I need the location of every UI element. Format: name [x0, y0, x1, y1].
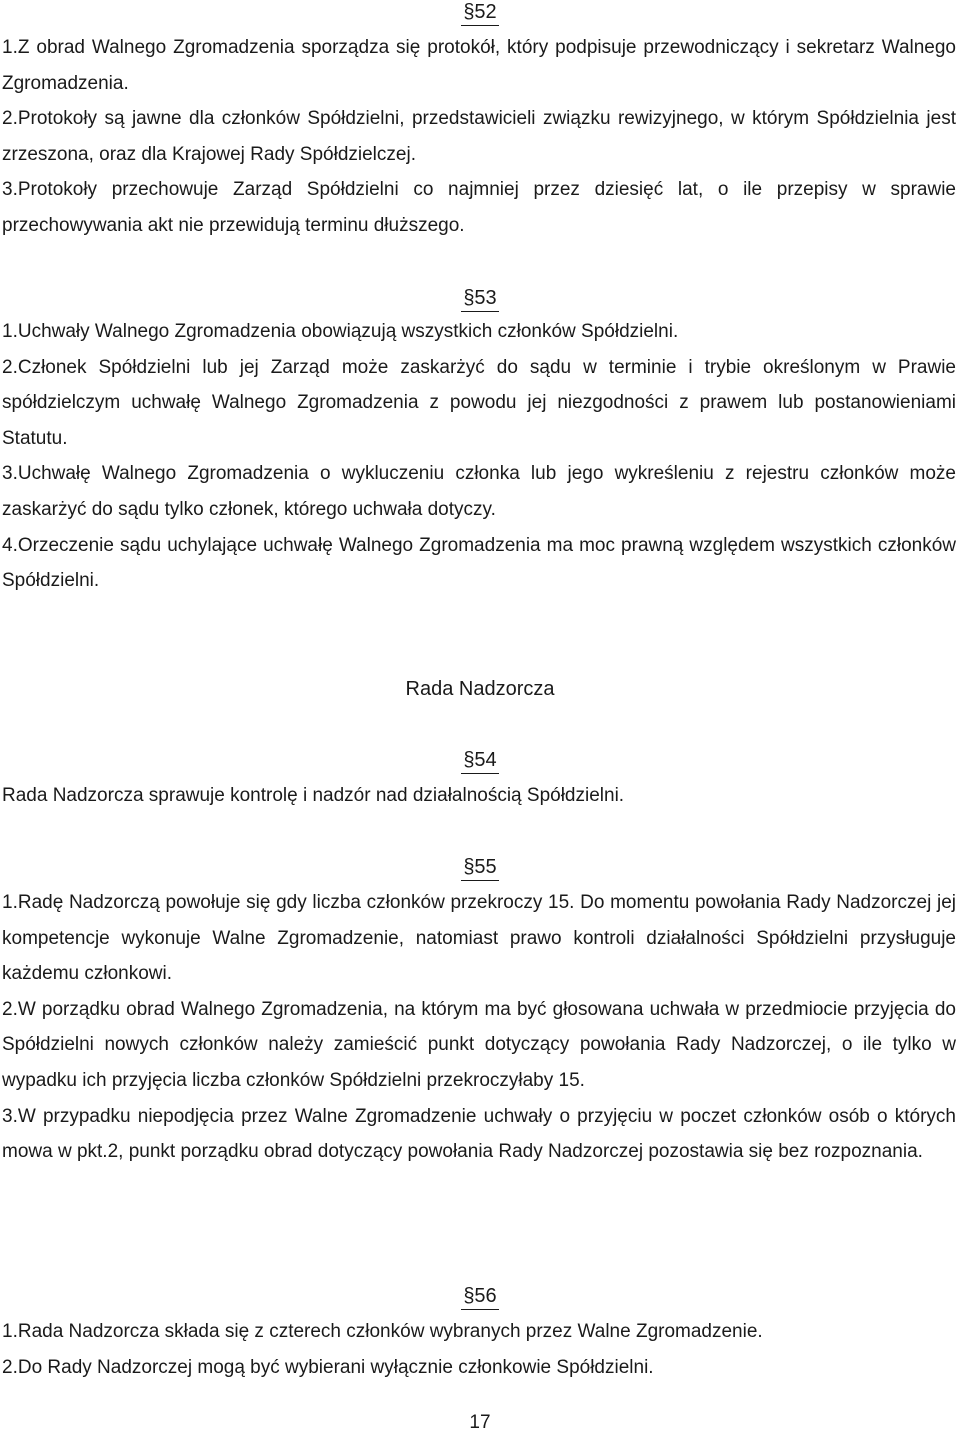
paragraph: 3.W przypadku niepodjęcia przez Walne Zgromadzenie uchwały o przyjęciu w poczet członków osób o których mowa w pkt.2, punkt porządku obrad dotyczący powołania Rady Nadzorczej pozostawia się bez rozpoznania. — [2, 1105, 956, 1163]
chapter-title: Rada Nadzorcza — [405, 678, 555, 700]
section-heading-56 — [0, 1284, 960, 1310]
section-number: §56 — [461, 1284, 498, 1310]
section-number: §53 — [461, 286, 498, 312]
section-heading-53 — [0, 286, 960, 312]
section-heading-54 — [0, 748, 960, 774]
section-55-body — [2, 885, 956, 1170]
section-heading-55 — [0, 855, 960, 881]
section-number: §54 — [461, 748, 498, 774]
paragraph: 4.Orzeczenie sądu uchylające uchwałę Walnego Zgromadzenia ma moc prawną względem wszystkich członków Spółdzielni. — [2, 534, 956, 592]
page-number: 17 — [469, 1412, 491, 1433]
section-53-body — [2, 314, 956, 599]
paragraph: 2.Protokoły są jawne dla członków Spółdzielni, przedstawicieli związku rewizyjnego, w którym Spółdzielnia jest zrzeszona, oraz dla Krajowej Rady Spółdzielczej. — [2, 108, 956, 165]
paragraph: 3.Protokoły przechowuje Zarząd Spółdzielni co najmniej przez dziesięć lat, o ile przepisy w sprawie przechowywania akt nie przewidują terminu dłuższego. — [2, 179, 956, 236]
paragraph: 2.W porządku obrad Walnego Zgromadzenia, na którym ma być głosowana uchwała w przedmiocie przyjęcia do Spółdzielni nowych członków należy zamieścić punkt dotyczący powołania Rady Nadzorczej, o ile tylko w wypadku ich przyjęcia liczba członków Spółdzielni przekroczyłaby 15. — [2, 998, 956, 1091]
section-number: §52 — [461, 0, 498, 26]
section-54-body — [2, 778, 956, 814]
section-number: §55 — [461, 855, 498, 881]
section-heading-52 — [0, 0, 960, 26]
paragraph: 2.Członek Spółdzielni lub jej Zarząd może zaskarżyć do sądu w terminie i trybie określonym w Prawie spółdzielczym uchwałę Walnego Zgromadzenia z powodu jej niezgodności z prawem lub postanowieniami Statutu. — [2, 356, 956, 449]
section-52-body — [2, 30, 956, 244]
paragraph: Rada Nadzorcza sprawuje kontrolę i nadzór nad działalnością Spółdzielni. — [2, 785, 625, 806]
paragraph: 2.Do Rady Nadzorczej mogą być wybierani wyłącznie członkowie Spółdzielni. — [2, 1356, 654, 1378]
paragraph: 1.Rada Nadzorcza składa się z czterech członków wybranych przez Walne Zgromadzenie. — [2, 1321, 763, 1342]
paragraph: 1.Uchwały Walnego Zgromadzenia obowiązują wszystkich członków Spółdzielni. — [2, 321, 679, 342]
paragraph: 3.Uchwałę Walnego Zgromadzenia o wykluczeniu członka lub jego wykreśleniu z rejestru członków może zaskarżyć do sądu tylko członek, którego uchwała dotyczy. — [2, 463, 956, 520]
paragraph: 1.Radę Nadzorczą powołuje się gdy liczba członków przekroczy 15. Do momentu powołania Rady Nadzorczej jej kompetencje wykonuje Walne Zgromadzenie, natomiast prawo kontroli działalności Spółdzielni przysługuje każdemu członkowi. — [2, 892, 956, 985]
paragraph: 1.Z obrad Walnego Zgromadzenia sporządza się protokół, który podpisuje przewodniczący i sekretarz Walnego Zgromadzenia. — [2, 37, 956, 94]
section-56-body — [2, 1314, 956, 1385]
